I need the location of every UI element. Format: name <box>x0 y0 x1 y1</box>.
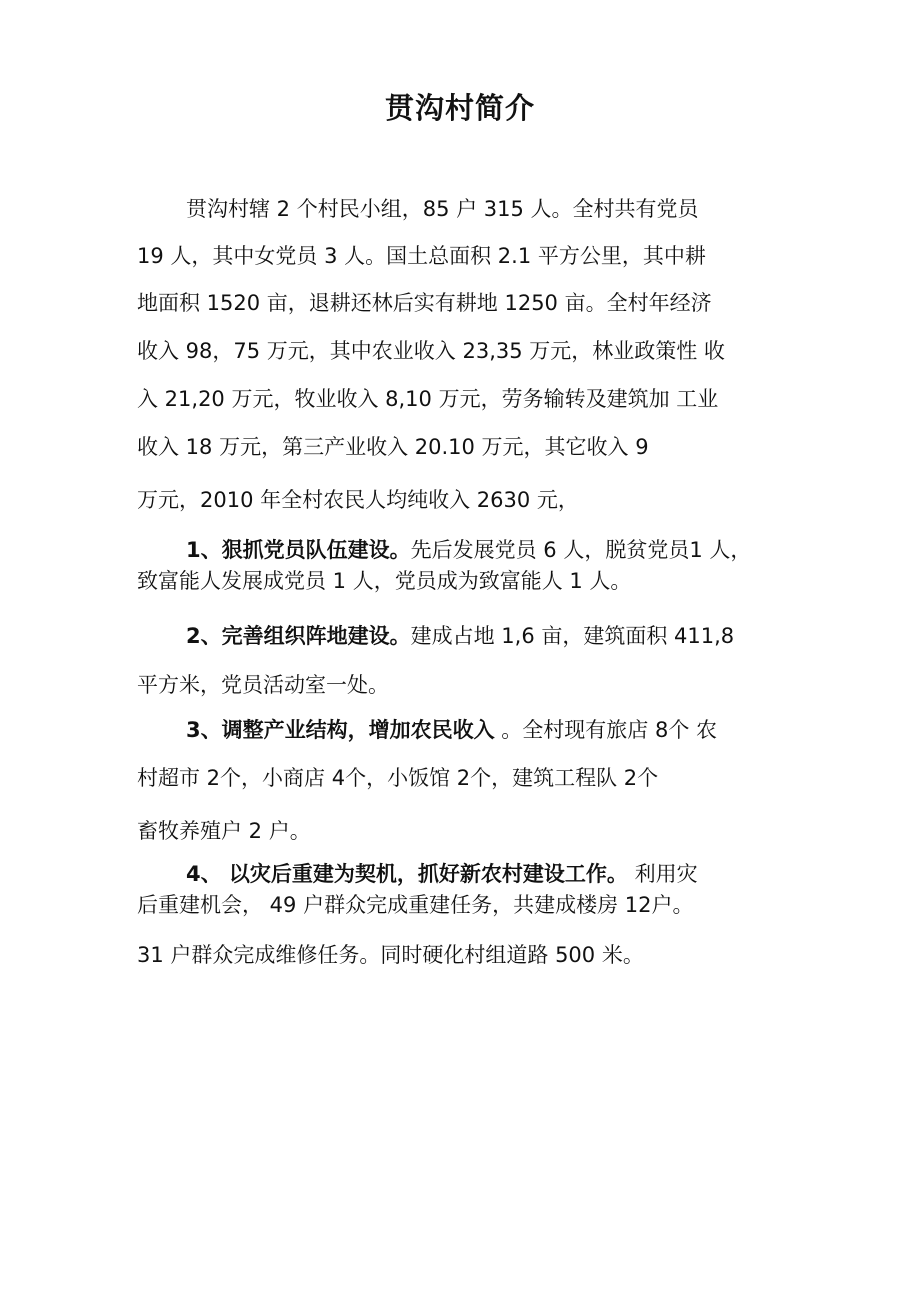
section-2-line-1 <box>186 621 734 651</box>
section-4-line-2: 后重建机会， 49 户群众完成重建任务，共建成楼房 12户。 <box>137 893 694 917</box>
section-4-line-1 <box>186 859 698 889</box>
intro-line-3: 地面积 1520 亩，退耕还林后实有耕地 1250 亩。全村年经济 <box>137 291 712 315</box>
section-1-heading: 1、狠抓党员队伍建设。 <box>186 538 411 562</box>
intro-line-6: 收入 18 万元，第三产业收入 20.10 万元，其它收入 9 <box>137 435 649 459</box>
section-2-text: 建成占地 1,6 亩，建筑面积 411,8 <box>410 624 735 648</box>
intro-line-7: 万元，2010 年全村农民人均纯收入 2630 元， <box>137 488 579 512</box>
section-4-heading: 4、 以灾后重建为契机，抓好新农村建设工作。 <box>186 862 628 886</box>
section-4-text: 利用灾 <box>627 862 698 886</box>
intro-line-5: 入 21,20 万元，牧业收入 8,10 万元，劳务输转及建筑加 工业 <box>137 387 719 411</box>
section-4-line-3: 31 户群众完成维修任务。同时硬化村组道路 500 米。 <box>137 943 644 967</box>
section-3-line-2: 村超市 2个，小商店 4个，小饭馆 2个，建筑工程队 2个 <box>137 766 659 790</box>
intro-line-2: 19 人，其中女党员 3 人。国土总面积 2.1 平方公里，其中耕 <box>137 244 706 268</box>
section-1-text: 先后发展党员 6 人，脱贫党员1 人， <box>410 538 752 562</box>
document-title: 贯沟村简介 <box>384 91 535 125</box>
section-3-line-3: 畜牧养殖户 2 户。 <box>137 819 311 843</box>
section-3-line-1 <box>186 715 717 745</box>
section-3-heading: 3、调整产业结构，增加农民收入 <box>186 718 495 742</box>
section-1-line-2: 致富能人发展成党员 1 人，党员成为致富能人 1 人。 <box>137 569 632 593</box>
section-2-line-2: 平方米，党员活动室一处。 <box>137 673 389 697</box>
intro-line-1: 贯沟村辖 2 个村民小组，85 户 315 人。全村共有党员 <box>186 197 699 221</box>
section-2-heading: 2、完善组织阵地建设。 <box>186 624 411 648</box>
section-1-line-1 <box>186 535 751 565</box>
intro-line-4: 收入 98，75 万元，其中农业收入 23,35 万元，林业政策性 收 <box>137 339 725 363</box>
section-3-text: 。全村现有旅店 8个 农 <box>494 718 718 742</box>
